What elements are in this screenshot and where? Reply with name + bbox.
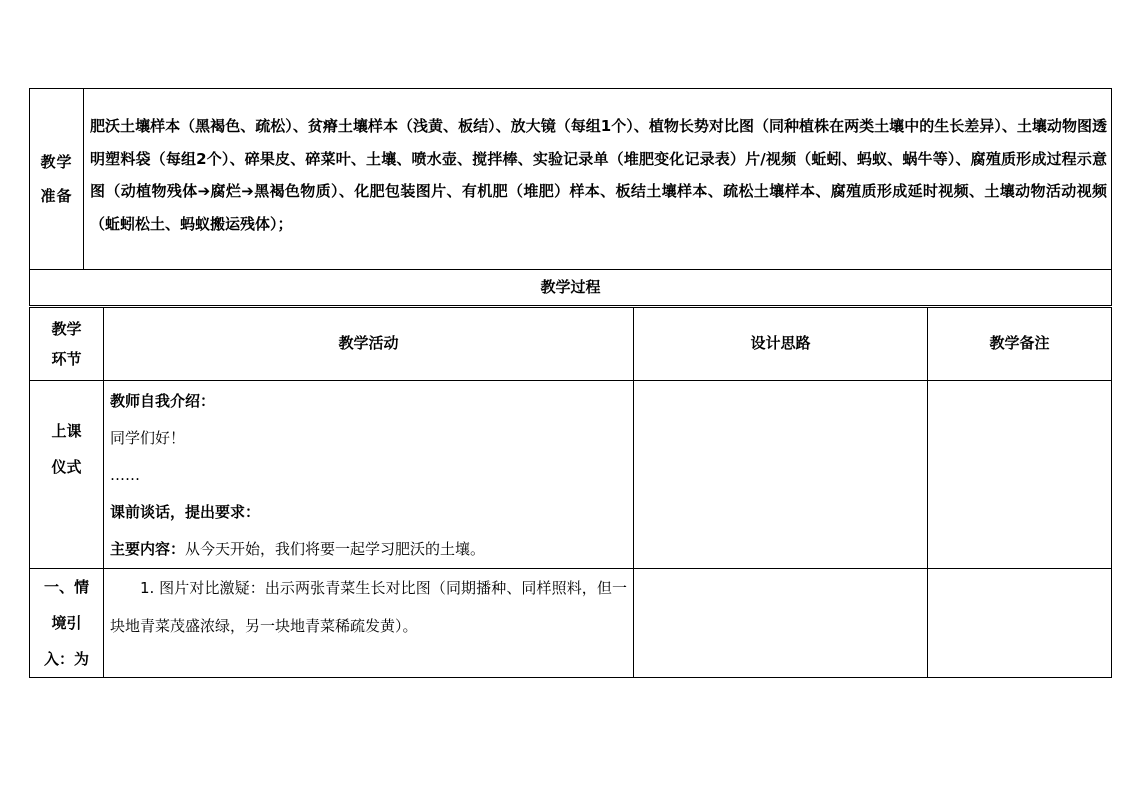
- activity-line: 教师自我介绍：: [110, 392, 216, 410]
- activity-cell: [104, 569, 634, 678]
- activity-cell: [104, 381, 634, 569]
- activity-line: ……: [110, 466, 140, 484]
- notes-cell: [928, 381, 1112, 569]
- preparation-content: 肥沃土壤样本（黑褐色、疏松）、贫瘠土壤样本（浅黄、板结）、放大镜（每组1个）、植物长势对比图（同种植株在两类土壤中的生长差异）、土壤动物图透明塑料袋（每组2个）、碎果皮、碎菜叶、土壤、喷水壶、搅拌棒、实验记录单（堆肥变化记录表）片/视频（蚯蚓、蚂蚁、蜗牛等）、腐殖质形成过程示意图（动植物残体➔腐烂➔黑褐色物质）、化肥包装图片、有机肥（堆肥）样本、板结土壤样本、疏松土壤样本、腐殖质形成延时视频、土壤动物活动视频（蚯蚓松土、蚂蚁搬运残体）；: [84, 89, 1112, 270]
- header-stage: 教学 环节: [30, 308, 104, 381]
- teaching-preparation-table: [29, 88, 1112, 306]
- header-notes: 教学备注: [928, 308, 1112, 381]
- header-activity: 教学活动: [104, 308, 634, 381]
- header-design: 设计思路: [634, 308, 928, 381]
- activity-line-text: 从今天开始，我们将要一起学习肥沃的土壤。: [185, 540, 486, 558]
- table-row: [30, 381, 1112, 569]
- teaching-process-table: [29, 307, 1112, 678]
- process-title: 教学过程: [30, 270, 1112, 306]
- activity-paragraph: 1. 图片对比激疑：出示两张青菜生长对比图（同期播种、同样照料，但一块地青菜茂盛浓绿，另一块地青菜稀疏发黄）。: [110, 579, 627, 635]
- preparation-label: 教学 准备: [30, 89, 84, 270]
- activity-line-bold: 主要内容：: [110, 540, 186, 558]
- notes-cell: [928, 569, 1112, 678]
- table-row: [30, 569, 1112, 678]
- stage-cell: 一、情 境引 入：为: [30, 569, 104, 678]
- activity-line: 同学们好！: [110, 429, 186, 447]
- activity-line: 课前谈话，提出要求：: [110, 503, 261, 521]
- activity-line: [110, 531, 627, 568]
- table-header-row: [30, 308, 1112, 381]
- stage-cell: 上课 仪式: [30, 381, 104, 569]
- design-cell: [634, 381, 928, 569]
- design-cell: [634, 569, 928, 678]
